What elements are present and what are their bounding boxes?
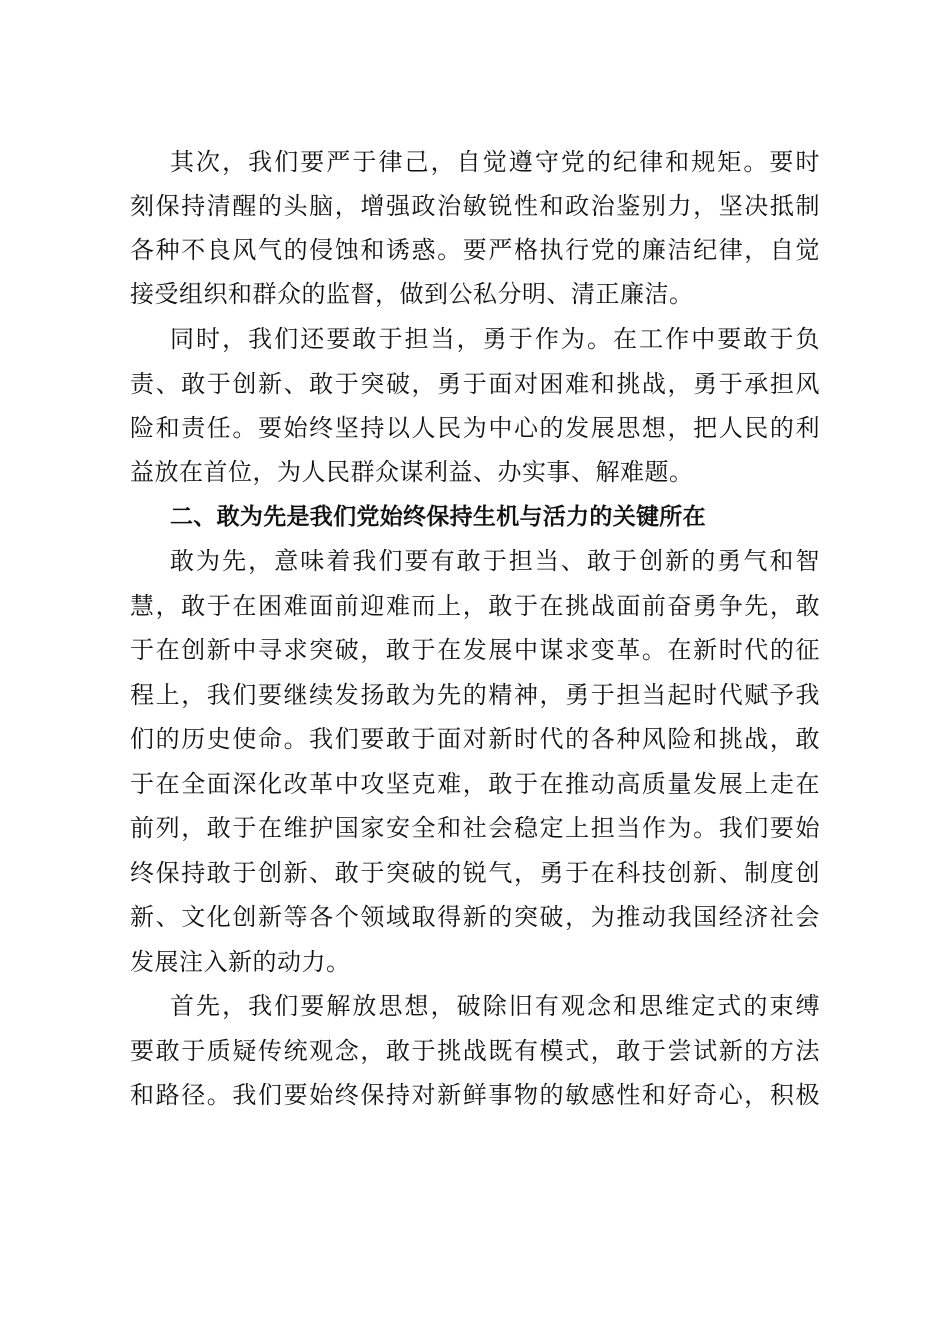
paragraph-2-line-3: 险和责任。要始终坚持以人民为中心的发展思想，把人民的利 <box>130 414 820 442</box>
paragraph-4-line-1: 首先，我们要解放思想，破除旧有观念和思维定式的束缚 <box>170 992 820 1020</box>
paragraph-3-line-10: 发展注入新的动力。 <box>130 948 351 976</box>
paragraph-3-line-5: 们的历史使命。我们要敢于面对新时代的各种风险和挑战，敢 <box>130 725 820 753</box>
paragraph-4-line-2: 要敢于质疑传统观念，敢于挑战既有模式，敢于尝试新的方法 <box>130 1037 820 1065</box>
paragraph-1-line-1: 其次，我们要严于律己，自觉遵守党的纪律和规矩。要时 <box>170 148 820 176</box>
paragraph-3-line-4: 程上，我们要继续发扬敢为先的精神，勇于担当起时代赋予我 <box>130 681 820 709</box>
paragraph-4-line-3: 和路径。我们要始终保持对新鲜事物的敏感性和好奇心，积极 <box>130 1081 820 1109</box>
paragraph-1-line-2: 刻保持清醒的头脑，增强政治敏锐性和政治鉴别力，坚决抵制 <box>130 192 820 220</box>
paragraph-3-line-2: 慧，敢于在困难面前迎难而上，敢于在挑战面前奋勇争先，敢 <box>130 592 820 620</box>
paragraph-2-line-4: 益放在首位，为人民群众谋利益、办实事、解难题。 <box>130 458 694 486</box>
paragraph-3-line-8: 终保持敢于创新、敢于突破的锐气，勇于在科技创新、制度创 <box>130 859 820 887</box>
paragraph-2-line-1: 同时，我们还要敢于担当，勇于作为。在工作中要敢于负 <box>170 325 820 353</box>
paragraph-1-line-3: 各种不良风气的侵蚀和诱惑。要严格执行党的廉洁纪律，自觉 <box>130 236 820 264</box>
section-heading: 二、敢为先是我们党始终保持生机与活力的关键所在 <box>170 504 706 530</box>
paragraph-3-line-7: 前列，敢于在维护国家安全和社会稳定上担当作为。我们要始 <box>130 814 820 842</box>
paragraph-3-line-9: 新、文化创新等各个领域取得新的突破，为推动我国经济社会 <box>130 903 820 931</box>
paragraph-3-line-6: 于在全面深化改革中攻坚克难，敢于在推动高质量发展上走在 <box>130 770 820 798</box>
paragraph-2-line-2: 责、敢于创新、敢于突破，勇于面对困难和挑战，勇于承担风 <box>130 370 820 398</box>
paragraph-1-line-4: 接受组织和群众的监督，做到公私分明、清正廉洁。 <box>130 280 694 308</box>
paragraph-3-line-1: 敢为先，意味着我们要有敢于担当、敢于创新的勇气和智 <box>170 547 820 575</box>
paragraph-3-line-3: 于在创新中寻求突破，敢于在发展中谋求变革。在新时代的征 <box>130 636 820 664</box>
